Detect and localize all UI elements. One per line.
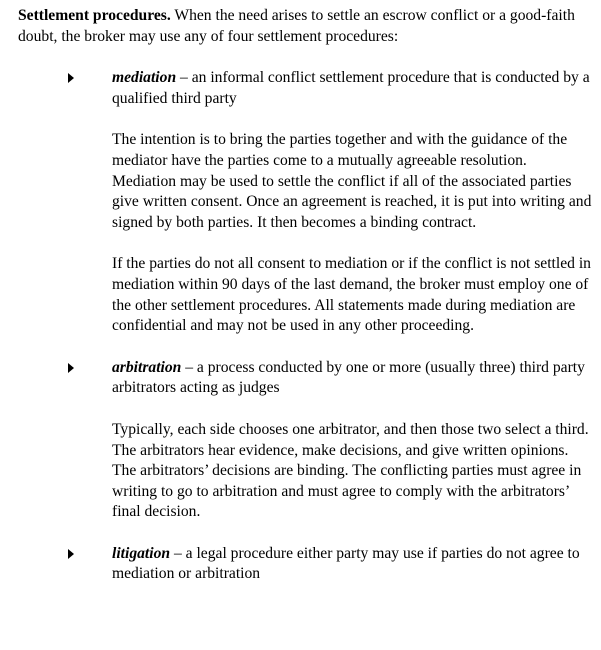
triangle-bullet-icon [68,363,74,373]
spacer [18,523,587,544]
list-item-arbitration [18,358,594,399]
mediation-paragraph-1: The intention is to bring the parties together and with the guidance of the mediator have the parties come to a mutually agreeable resolution. Mediation may be used to settle the conflict if all of the associated parties give written consent. Once an agreement is reached, it is put into writing and signed by both parties. It then becomes a binding contract. [112,131,592,231]
intro-text: When the need arises to settle an escrow conflict or a good-faith doubt, the broker may use any of four settlement procedures: [18,7,575,45]
arbitration-paragraph-1: Typically, each side chooses one arbitrator, and then those two select a third. The arbitrators hear evidence, make decisions, and give written opinions. The arbitrators’ decisions are binding. The conflicting parties must agree in writing to go to arbitration and must agree to comply with the arbitrators’ final decision. [112,420,589,521]
definition-litigation: – a legal procedure either party may use if parties do not agree to mediation or arbitration [112,544,580,583]
list-item-litigation [18,544,594,585]
intro-paragraph [18,6,578,47]
triangle-bullet-icon [68,549,74,559]
term-mediation: mediation [112,69,177,87]
item-definition [112,68,594,109]
mediation-paragraph-2: If the parties do not all consent to mediation or if the conflict is not settled in mediation within 90 days of the last demand, the broker must employ one of the other settlement procedures. All statements made during mediation are confidential and may not be used in any other proceeding. [112,255,591,335]
item-definition [112,358,594,399]
spacer [18,47,587,68]
intro-heading: Settlement procedures. [18,7,171,24]
term-arbitration: arbitration [112,358,182,376]
spacer [18,109,587,130]
triangle-bullet-icon [68,73,74,83]
term-litigation: litigation [112,544,171,562]
list-item-mediation [18,68,594,109]
spacer [18,233,587,254]
spacer [18,399,587,420]
spacer [18,337,587,358]
definition-mediation: – an informal conflict settlement procedure that is conducted by a qualified third party [112,69,590,107]
item-definition [112,544,594,585]
definition-arbitration: – a process conducted by one or more (usually three) third party arbitrators acting as judges [112,358,585,397]
